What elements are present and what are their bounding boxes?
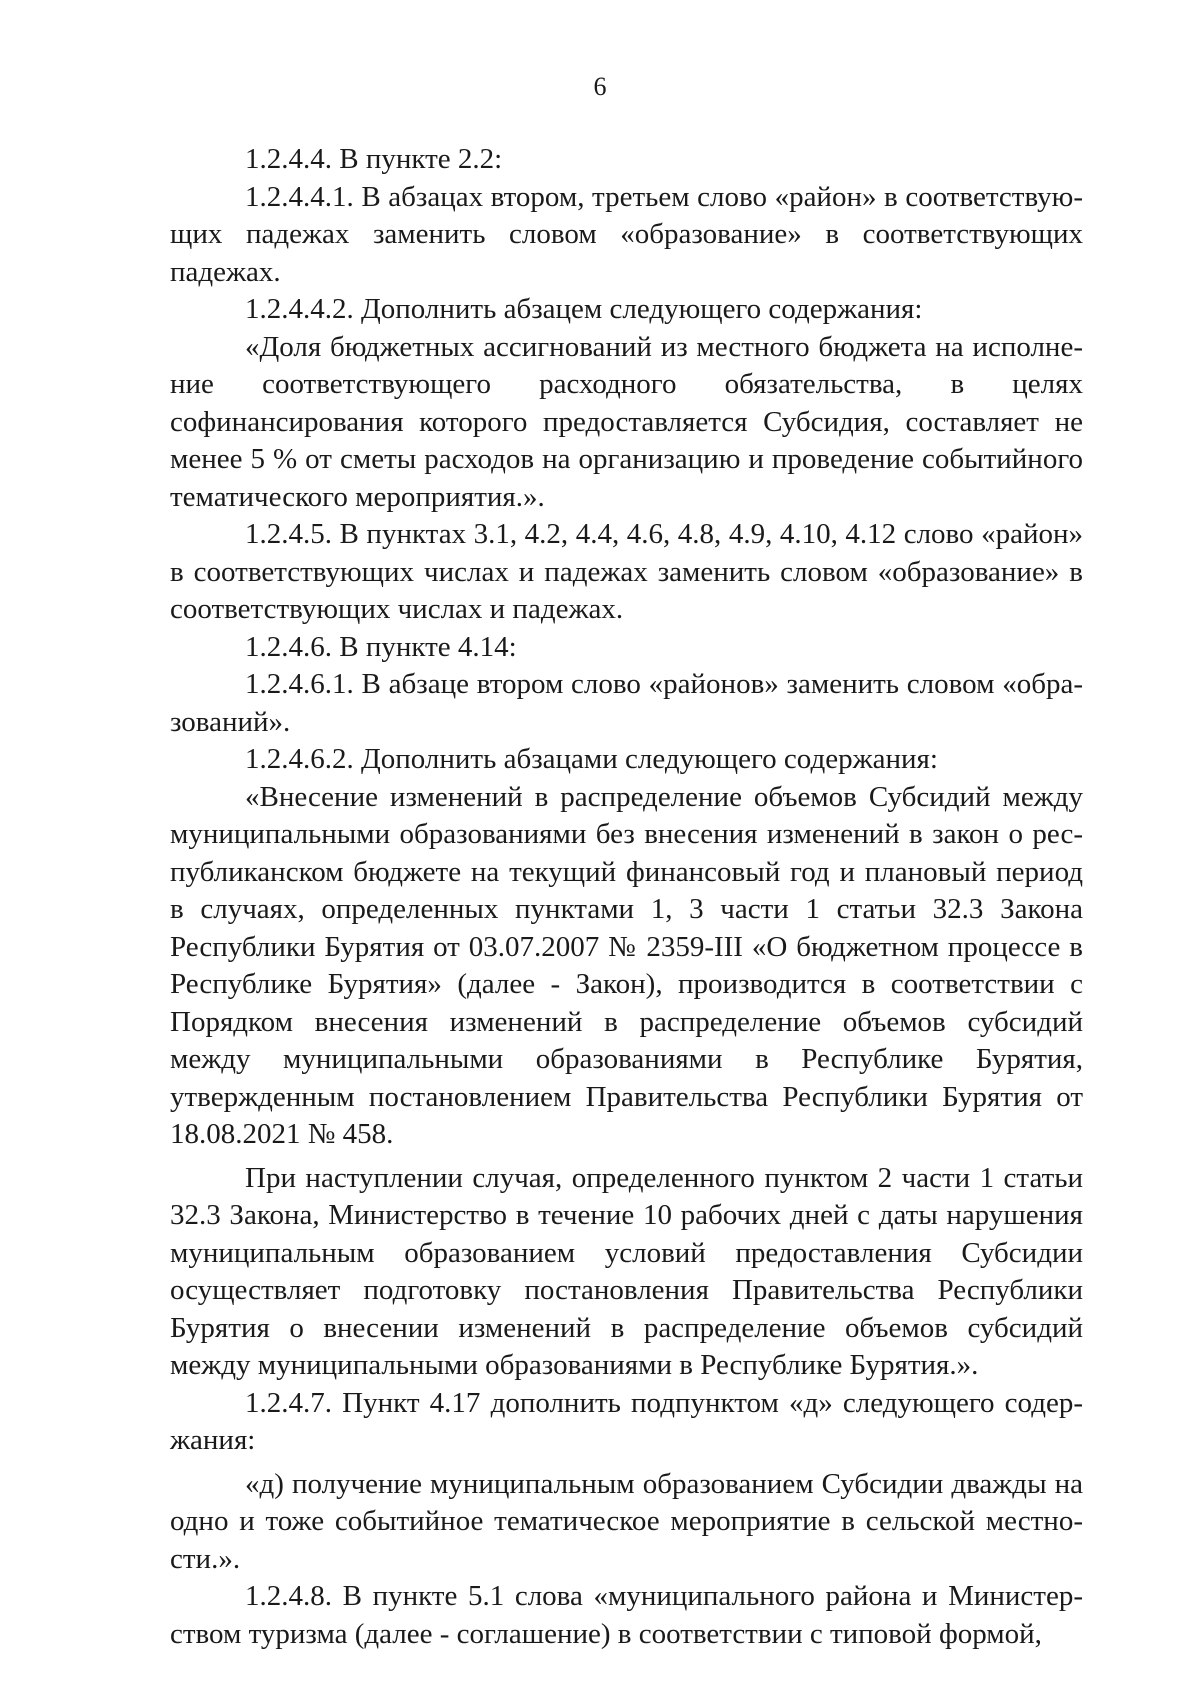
paragraph-1-2-4-6-2: 1.2.4.6.2. Дополнить абзацами следующего содержания: — [245, 743, 938, 775]
page-number: 6 — [593, 72, 607, 101]
paragraph-1-2-4-4: 1.2.4.4. В пункте 2.2: — [245, 143, 503, 175]
paragraph-1-2-4-4-2: 1.2.4.4.2. Дополнить абзацем следующего содержания: — [245, 293, 923, 325]
paragraph-quote-budget-share: «Доля бюджетных ассигнований из местного бюджета на исполнение соответствующего расходного обязательства, в целях софинансирования которого предоставляется Субсидия, составляет не менее 5 % от сметы расходов на организацию и проведение событийного тематического мероприятия.». — [170, 330, 1083, 513]
paragraph-quote-subsidy-changes: «Внесение изменений в распределение объемов Субсидий между муниципальными образованиями без внесения изменений в закон о республиканском бюджете на текущий финансовый год и плановый период в случаях, определенных пунктами 1, 3 части 1 статьи 32.3 Закона Республики Бурятия от 03.07.2007 № 2359-III «О бюджетном процессе в Республике Бурятия» (далее - Закон), производится в соответствии с Порядком внесения изменений в распределение объемов субсидий между муниципальными образованиями в Республике Бурятия, утвержденным постановлением Правительства Республики Бурятия от 18.08.2021 № 458. — [170, 780, 1083, 1150]
paragraph-1-2-4-7: 1.2.4.7. Пункт 4.17 дополнить подпунктом «д» следующего содержания: — [170, 1386, 1083, 1456]
paragraph-1-2-4-6: 1.2.4.6. В пункте 4.14: — [245, 630, 517, 663]
paragraph-quote-violation-case: При наступлении случая, определенного пунктом 2 части 1 статьи 32.3 Закона, Министерство в течение 10 рабочих дней с даты нарушения муниципальным образованием условий предоставления Субсидии осуществляет подготовку постановления Правительства Республики Бурятия о внесении изменений в распределение объемов субсидий между муниципальными образованиями в Республике Бурятия.». — [170, 1161, 1083, 1381]
paragraph-1-2-4-6-1: 1.2.4.6.1. В абзаце втором слово «районов» заменить словом «образований». — [170, 668, 1083, 738]
paragraph-quote-subpoint-d: «д) получение муниципальным образованием Субсидии дважды на одно и тоже событийное тематическое мероприятие в сельской местности.». — [170, 1467, 1083, 1575]
paragraph-1-2-4-4-1: 1.2.4.4.1. В абзацах втором, третьем слово «район» в соответствующих падежах заменить словом «образование» в соответствующих падежах. — [170, 180, 1083, 288]
paragraph-1-2-4-5: 1.2.4.5. В пунктах 3.1, 4.2, 4.4, 4.6, 4.8, 4.9, 4.10, 4.12 слово «район» в соответствующих числах и падежах заменить словом «образование» в соответствующих числах и падежах. — [170, 518, 1083, 625]
document-body — [170, 141, 1083, 1653]
paragraph-1-2-4-8: 1.2.4.8. В пункте 5.1 слова «муниципального района и Министерством туризма (далее - соглашение) в соответствии с типовой формой, — [170, 1580, 1083, 1650]
